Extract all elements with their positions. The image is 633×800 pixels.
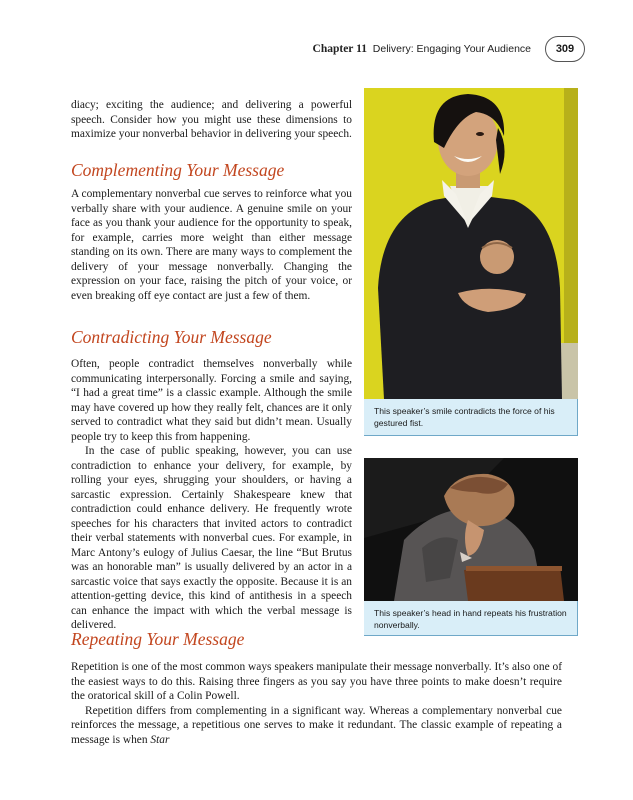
contradicting-body [71, 357, 352, 633]
repeating-paragraph-1: Repetition is one of the most common ways speakers manipulate their message nonverbally. It’s also one of the easiest ways to do this. Raising three fingers as you say you have three points to make doesn’t require the oratorical skill of a Colin Powell. [71, 661, 562, 702]
intro-text: diacy; exciting the audience; and delivering a powerful speech. Consider how you might use these dimensions to maximize your nonverbal behavior in delivering your speech. [71, 99, 352, 140]
contradicting-paragraph-1: Often, people contradict themselves nonverbally while communicating interpersonally. Forcing a smile and saying, “I had a great time” is a classic example. Although the smile may have covered up how they really felt, chances are it only served to contradict what they said but didn’t mean. Usually people try to keep this from happening. [71, 358, 352, 443]
heading-repeating: Repeating Your Message [71, 629, 245, 649]
chapter-label: Chapter 11 Delivery: Engaging Your Audience [312, 43, 531, 55]
complementing-paragraph: A complementary nonverbal cue serves to reinforce what you verbally share with your audience. A genuine smile on your face as you thank your audience for the opportunity to speak, for example, carries more weight than either message standing on its own. There are many ways to complement the delivery of your message nonverbally. Changing the expression on your face, raising the pitch of your voice, or even breaking off eye contact are just a few of them. [71, 188, 352, 302]
intro-paragraph [71, 98, 352, 142]
heading-contradicting: Contradicting Your Message [71, 327, 272, 347]
repeating-paragraph-2: Repetition differs from complementing in a significant way. Whereas a complementary nonverbal cue reinforces the message, a repetitious one serves to make it redundant. The classic example of repeating a message is when Star [71, 704, 562, 746]
photo-frustrated-speaker [364, 458, 578, 601]
repeating-body [71, 660, 562, 747]
photo-smiling-speaker [364, 88, 578, 399]
caption-figure-1: This speaker’s smile contradicts the force of his gestured fist. [364, 399, 578, 436]
page-number: 309 [545, 36, 585, 62]
contradicting-paragraph-2: In the case of public speaking, however, you can use contradiction to enhance your delivery, for example, by rolling your eyes, shrugging your shoulders, or having a sarcastic expression. Certainly Shakespeare knew that contradiction could enhance delivery. He frequently wrote speeches for his characters that invited actors to contradict their verbal statements with nonverbal cues. For example, in Marc Antony’s eulogy of Julius Caesar, the line “But Brutus was an honorable man” is usually delivered by an actor in a sarcastic voice that says exactly the opposite. Because it is an attention-getting device, this kind of antithesis in a speech can enhance the impact with which the verbal message is delivered. [71, 445, 352, 631]
caption-figure-2: This speaker’s head in hand repeats his frustration nonverbally. [364, 601, 578, 636]
running-header [313, 36, 585, 62]
heading-complementing: Complementing Your Message [71, 160, 285, 180]
complementing-body [71, 187, 352, 303]
